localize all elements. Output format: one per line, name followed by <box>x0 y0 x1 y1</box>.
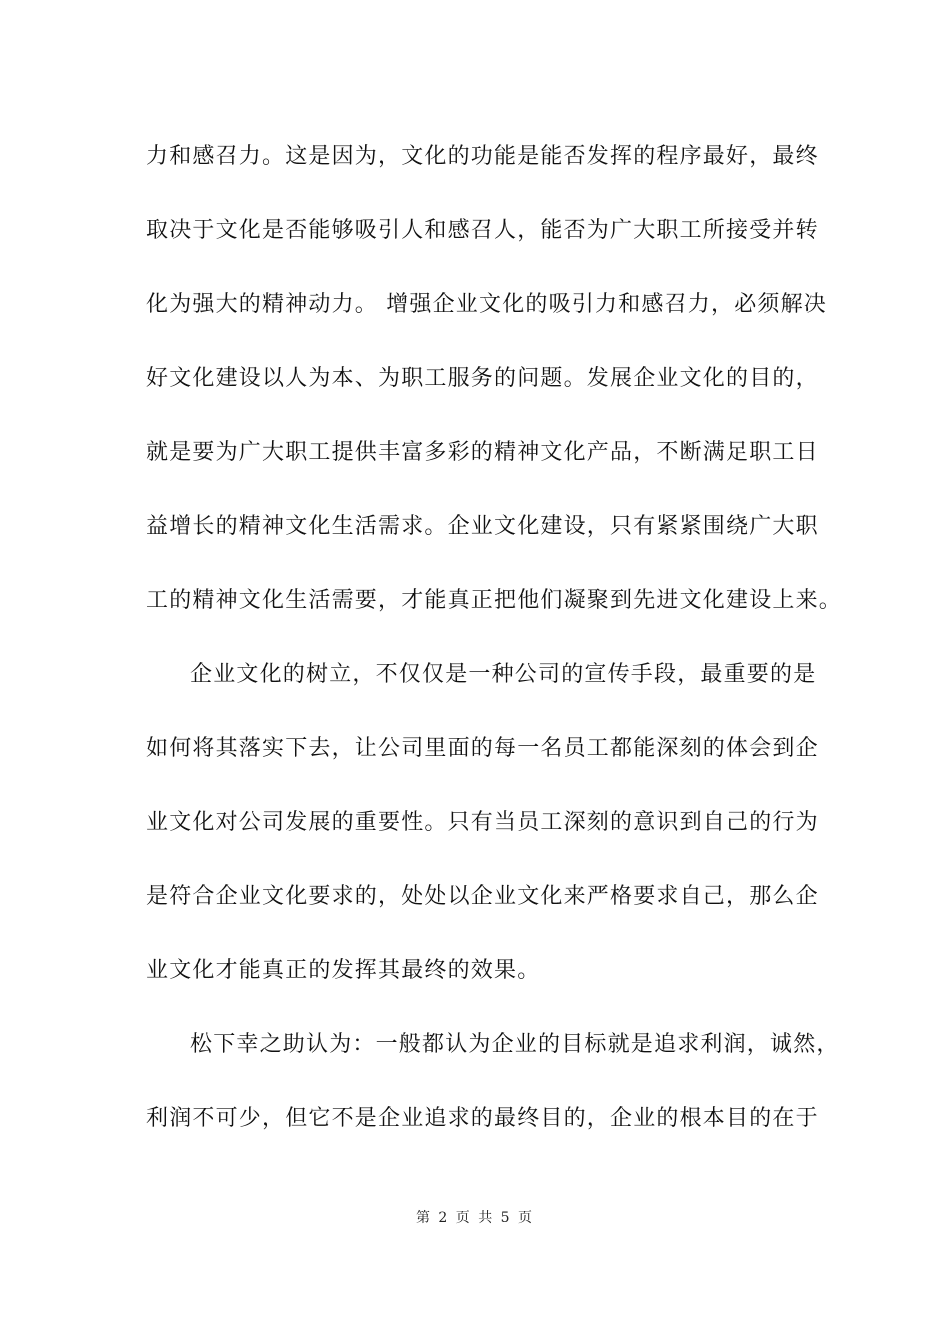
paragraph-first-line: 松下幸之助认为：一般都认为企业的目标就是追求利润，诚然， <box>190 1032 840 1057</box>
body-text-line: 化为强大的精神动力。 增强企业文化的吸引力和感召力，必须解决 <box>146 292 827 317</box>
body-text-line: 利润不可少，但它不是企业追求的最终目的，企业的根本目的在于 <box>146 1106 819 1131</box>
page-number-footer: 第 2 页 共 5 页 <box>415 1210 535 1226</box>
body-text-line: 力和感召力。这是因为，文化的功能是能否发挥的程序最好，最终 <box>146 144 819 169</box>
body-text-line: 如何将其落实下去，让公司里面的每一名员工都能深刻的体会到企 <box>146 736 819 761</box>
body-text-line: 业文化对公司发展的重要性。只有当员工深刻的意识到自己的行为 <box>146 810 819 835</box>
body-text-line: 业文化才能真正的发挥其最终的效果。 <box>146 958 541 983</box>
body-text-line: 就是要为广大职工提供丰富多彩的精神文化产品，不断满足职工日 <box>146 440 819 465</box>
body-text-line: 益增长的精神文化生活需求。企业文化建设，只有紧紧围绕广大职 <box>146 514 819 539</box>
body-text-line: 好文化建设以人为本、为职工服务的问题。发展企业文化的目的， <box>146 366 819 391</box>
body-text-line: 工的精神文化生活需要，才能真正把他们凝聚到先进文化建设上来。 <box>146 588 843 613</box>
paragraph-first-line: 企业文化的树立，不仅仅是一种公司的宣传手段，最重要的是 <box>190 662 817 687</box>
body-text-line: 是符合企业文化要求的，处处以企业文化来严格要求自己，那么企 <box>146 884 819 909</box>
body-text-line: 取决于文化是否能够吸引人和感召人，能否为广大职工所接受并转 <box>146 218 819 243</box>
